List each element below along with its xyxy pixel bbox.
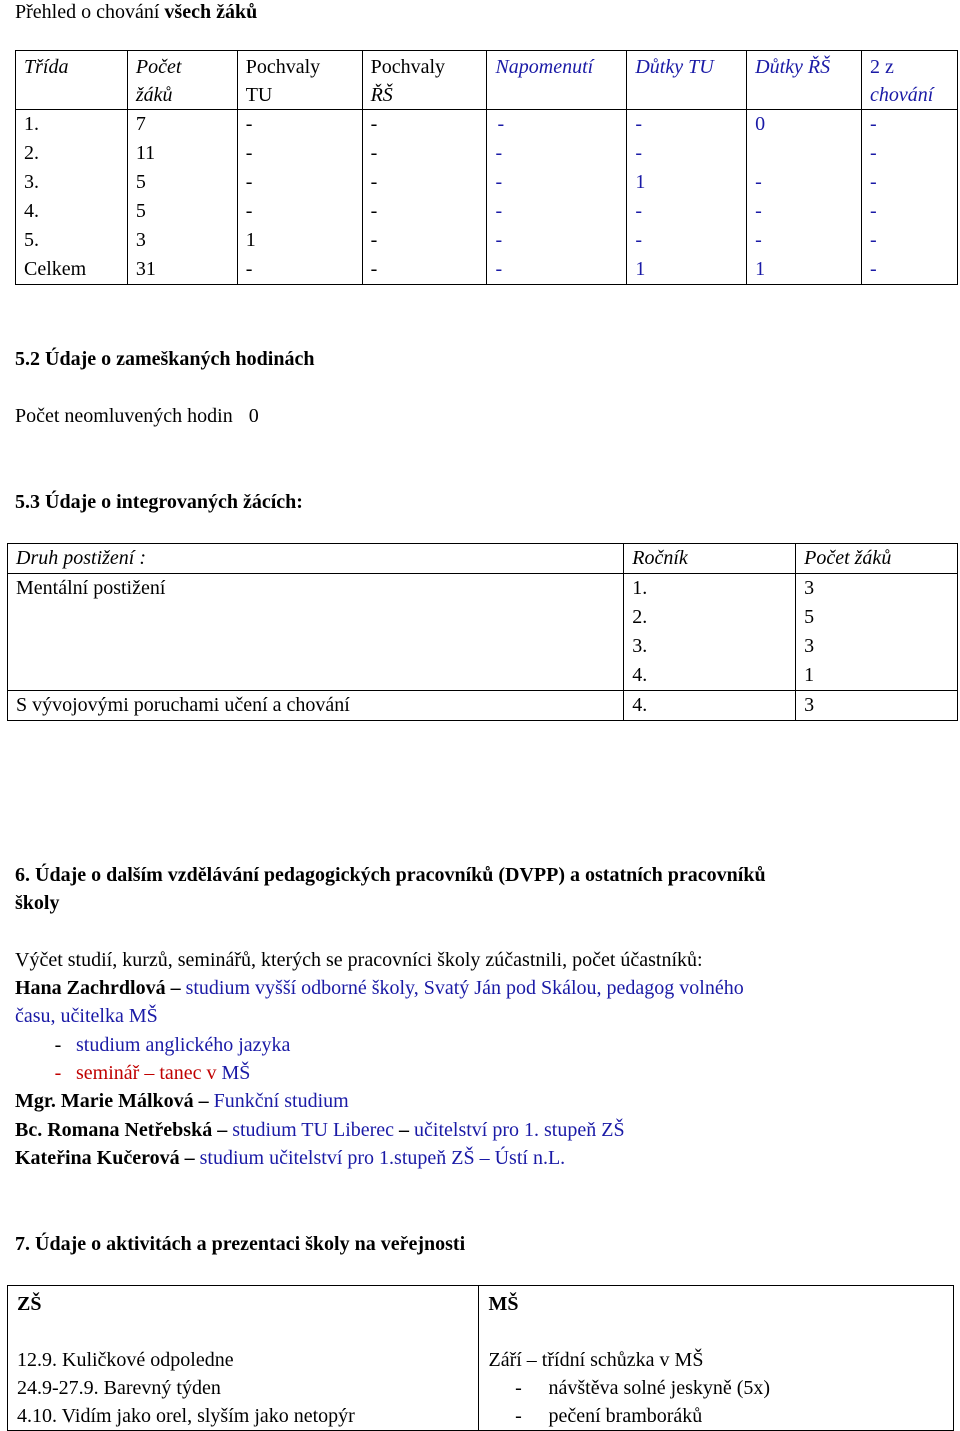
column-zs-title: ZŠ — [17, 1293, 42, 1315]
person-1-item-2: - seminář – tanec v MŠ — [54, 1062, 251, 1084]
person-1-item-1: - studium anglického jazyka — [54, 1034, 291, 1056]
section-6-heading-line1: 6. Údaje o dalším vzdělávání pedagogických pracovníků (DVPP) a ostatních pracovníků — [15, 864, 766, 886]
person-1-name: Hana Zachrdlová — [15, 977, 166, 999]
count-list: 3 5 3 1 — [796, 574, 958, 691]
overview-heading-normal: Přehled o chování — [15, 1, 165, 23]
section-6-intro: Výčet studií, kurzů, seminářů, kterých se pracovníci školy zúčastnili, počet účastníků: — [15, 949, 703, 971]
activities-table — [7, 1285, 954, 1431]
list-item: - pečení bramboráků — [515, 1405, 703, 1427]
column-ms-title: MŠ — [488, 1293, 519, 1315]
column-zs — [8, 1286, 479, 1431]
integrated-table-header-row — [8, 544, 958, 574]
list-item: 12.9. Kuličkové odpoledne — [17, 1349, 234, 1371]
disability-type: Mentální postižení — [8, 574, 624, 691]
column-ms — [479, 1286, 954, 1431]
header-praise-tu: Pochvaly TU — [237, 51, 362, 110]
table-row: 2. 11 - - - - - — [16, 139, 958, 168]
header-pupil-count: Počet žáků — [796, 544, 958, 574]
section-5-2-heading: 5.2 Údaje o zameškaných hodinách — [15, 348, 315, 370]
header-pupil-count: Počet žáků — [127, 51, 237, 110]
header-praise-rs: Pochvaly ŘŠ — [362, 51, 487, 110]
person-1-line1: Hana Zachrdlová – studium vyšší odborné školy, Svatý Ján pod Skálou, pedagog volného — [15, 977, 744, 999]
header-disability-type: Druh postižení : — [8, 544, 624, 574]
column-ms-lead: Září – třídní schůzka v MŠ — [488, 1349, 704, 1371]
person-4-line: Kateřina Kučerová – studium učitelství pro 1.stupeň ZŠ – Ústí n.L. — [15, 1147, 566, 1169]
person-1-line2: času, učitelka MŠ — [15, 1005, 158, 1027]
grade-list: 1. 2. 3. 4. — [624, 574, 796, 691]
table-row: 5. 3 1 - - - - - — [16, 226, 958, 255]
section-7-heading: 7. Údaje o aktivitách a prezentaci školy na veřejnosti — [15, 1233, 466, 1255]
person-2-line: Mgr. Marie Málková – Funkční studium — [15, 1090, 349, 1112]
unexcused-hours-value: 0 — [248, 405, 259, 427]
table-row: 1. 7 - - - - 0 - — [16, 110, 958, 140]
list-item: - návštěva solné jeskyně (5x) — [515, 1377, 771, 1399]
person-1-text: studium vyšší odborné školy, Svatý Ján pod Skálou, pedagog volného — [185, 977, 744, 999]
person-2-name: Mgr. Marie Málková — [15, 1090, 194, 1112]
disability-type: S vývojovými poruchami učení a chování — [8, 691, 624, 721]
table-row-total: Celkem 31 - - - 1 1 - — [16, 255, 958, 285]
behavior-table-header-row — [16, 51, 958, 110]
header-class: Třída — [16, 51, 128, 110]
header-admonition: Napomenutí — [487, 51, 627, 110]
header-grade-2-behavior: 2 z chování — [861, 51, 957, 110]
list-item: 4.10. Vidím jako orel, slyším jako netopýr — [17, 1405, 355, 1427]
table-row: 4. 5 - - - - - - — [16, 197, 958, 226]
table-row — [8, 574, 958, 691]
count-list: 3 — [796, 691, 958, 721]
header-reprimand-rs: Důtky ŘŠ — [747, 51, 862, 110]
grade-list: 4. — [624, 691, 796, 721]
table-row — [8, 691, 958, 721]
person-3-line: Bc. Romana Netřebská – studium TU Liberec – učitelství pro 1. stupeň ZŠ — [15, 1119, 625, 1141]
section-5-3-heading: 5.3 Údaje o integrovaných žácích: — [15, 491, 303, 513]
integrated-pupils-table — [7, 543, 958, 721]
section-6-heading-line2: školy — [15, 892, 60, 914]
person-4-name: Kateřina Kučerová — [15, 1147, 180, 1169]
overview-heading — [15, 0, 257, 24]
list-item: 24.9-27.9. Barevný týden — [17, 1377, 221, 1399]
unexcused-hours — [15, 404, 259, 428]
table-row: 3. 5 - - - 1 - - — [16, 168, 958, 197]
behavior-table — [15, 50, 958, 285]
header-grade: Ročník — [624, 544, 796, 574]
person-3-name: Bc. Romana Netřebská — [15, 1119, 213, 1141]
unexcused-hours-label: Počet neomluvených hodin — [15, 405, 233, 427]
header-reprimand-tu: Důtky TU — [627, 51, 747, 110]
overview-heading-bold: všech žáků — [164, 1, 258, 23]
